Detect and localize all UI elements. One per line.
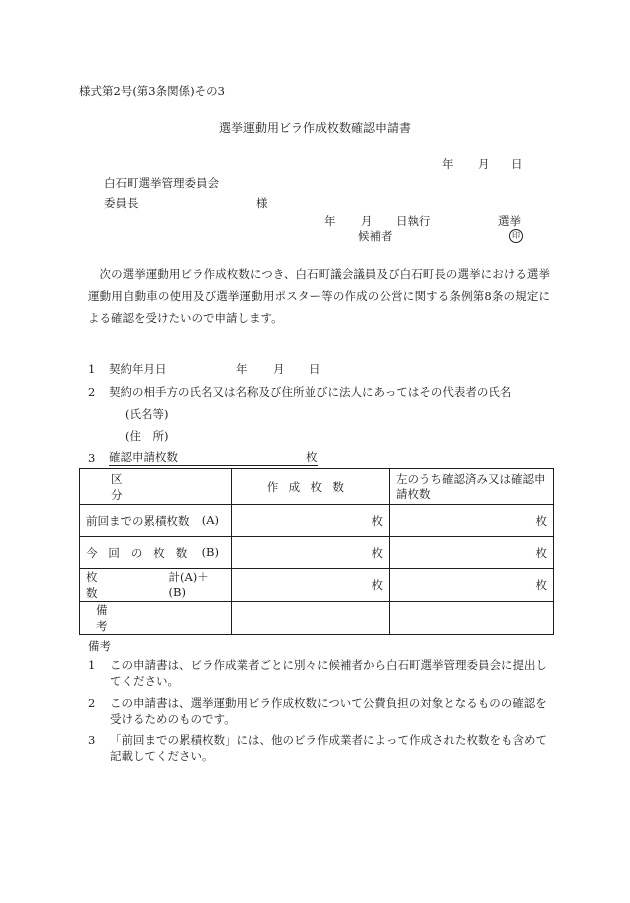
item1-year: 年 [236, 362, 248, 376]
row-a-label-text: 前回までの累積枚数 [86, 513, 190, 528]
table-header-row [80, 469, 554, 505]
header-category [80, 469, 232, 505]
table-row [80, 537, 554, 569]
notes-heading: 備考 [88, 639, 111, 653]
note-item [88, 732, 558, 764]
note-text: この申請書は、選挙運動用ビラ作成枚数について公費負担の対象となるものの確認を受けるためのものです。 [110, 696, 547, 726]
row-total-tag: 計(A)＋(B) [168, 570, 209, 599]
row-total-label [80, 569, 232, 602]
item1-label: 契約年月日 [109, 362, 167, 376]
row-a-label [80, 505, 232, 537]
addressee-committee: 白石町選挙管理委員会 [104, 176, 219, 190]
header-created-count [232, 469, 390, 505]
row-a-confirmed-unit: 枚 [535, 513, 547, 528]
seal-mark: 印 [509, 229, 523, 243]
note-item [88, 657, 558, 689]
item2-address-field: (住 所) [125, 429, 169, 443]
row-a-tag: (A) [201, 512, 219, 527]
row-a-created-unit: 枚 [371, 513, 383, 528]
count-table [79, 468, 554, 635]
date-month: 月 [478, 157, 490, 171]
row-total-confirmed-unit: 枚 [535, 578, 547, 592]
item2-label: 契約の相手方の氏名又は名称及び住所並びに法人にあってはその代表者の氏名 [109, 385, 512, 399]
item2-name-field: (氏名等) [125, 407, 169, 421]
row-remarks-created-cell[interactable] [232, 602, 390, 635]
row-b-created-unit: 枚 [371, 545, 383, 560]
row-total-label-text: 枚数 [86, 570, 134, 600]
form-number: 様式第2号(第3条関係)その3 [79, 84, 225, 98]
item2-number: 2 [88, 385, 96, 399]
date-year: 年 [442, 157, 454, 171]
note-number: 3 [88, 733, 96, 747]
document-title: 選挙運動用ビラ作成枚数確認申請書 [218, 121, 411, 135]
table-row [80, 569, 554, 602]
item3-label: 確認申請枚数 [109, 450, 178, 464]
addressee-chair: 委員長 [104, 196, 139, 210]
row-remarks-confirmed-cell[interactable] [390, 602, 554, 635]
note-text: 「前回までの累積枚数」には、他のビラ作成業者によって作成された枚数をも含めて記載してください。 [110, 733, 547, 763]
note-number: 2 [88, 696, 96, 710]
row-remarks-label-text: 備考 [96, 603, 177, 633]
item1-number: 1 [88, 362, 96, 376]
body-paragraph: 次の選挙運動用ビラ作成枚数につき、白石町議会議員及び白石町長の選挙における選挙運動用自動車の使用及び選挙運動用ポスター等の作成の公営に関する条例第8条の規定による確認を受けたいので申請します。 [88, 267, 550, 325]
election-year: 年 [324, 214, 336, 228]
election-word: 選挙 [498, 214, 521, 228]
row-b-confirmed-cell[interactable] [390, 537, 554, 569]
row-b-confirmed-unit: 枚 [535, 545, 547, 560]
item3-unit: 枚 [306, 450, 318, 464]
addressee-honorific: 様 [256, 196, 268, 210]
table-row [80, 602, 554, 635]
note-number: 1 [88, 658, 96, 672]
item3-underline [109, 450, 318, 466]
item1-month: 月 [273, 362, 285, 376]
row-total-created-unit: 枚 [371, 578, 383, 592]
date-day: 日 [511, 157, 523, 171]
header-created-count-text: 作成枚数 [266, 479, 355, 494]
row-b-tag: (B) [201, 544, 219, 559]
row-total-confirmed-cell[interactable] [390, 569, 554, 602]
item3-number: 3 [88, 451, 96, 465]
row-remarks-label [80, 602, 232, 635]
row-b-label [80, 537, 232, 569]
candidate-label: 候補者 [358, 229, 393, 243]
header-category-text: 区分 [111, 471, 160, 502]
note-item [88, 695, 558, 727]
row-b-created-cell[interactable] [232, 537, 390, 569]
row-b-label-text: 今回の枚数 [86, 545, 199, 560]
election-month: 月 [361, 214, 373, 228]
row-a-confirmed-cell[interactable] [390, 505, 554, 537]
table-row [80, 505, 554, 537]
row-a-created-cell[interactable] [232, 505, 390, 537]
item1-day: 日 [309, 362, 321, 376]
header-confirmed-count [390, 469, 554, 505]
note-text: この申請書は、ビラ作成業者ごとに別々に候補者から白石町選挙管理委員会に提出してください。 [110, 658, 547, 688]
header-confirmed-count-text: 左のうち確認済み又は確認申請枚数 [396, 471, 546, 501]
election-day-exec: 日執行 [396, 214, 431, 228]
row-total-created-cell[interactable] [232, 569, 390, 602]
